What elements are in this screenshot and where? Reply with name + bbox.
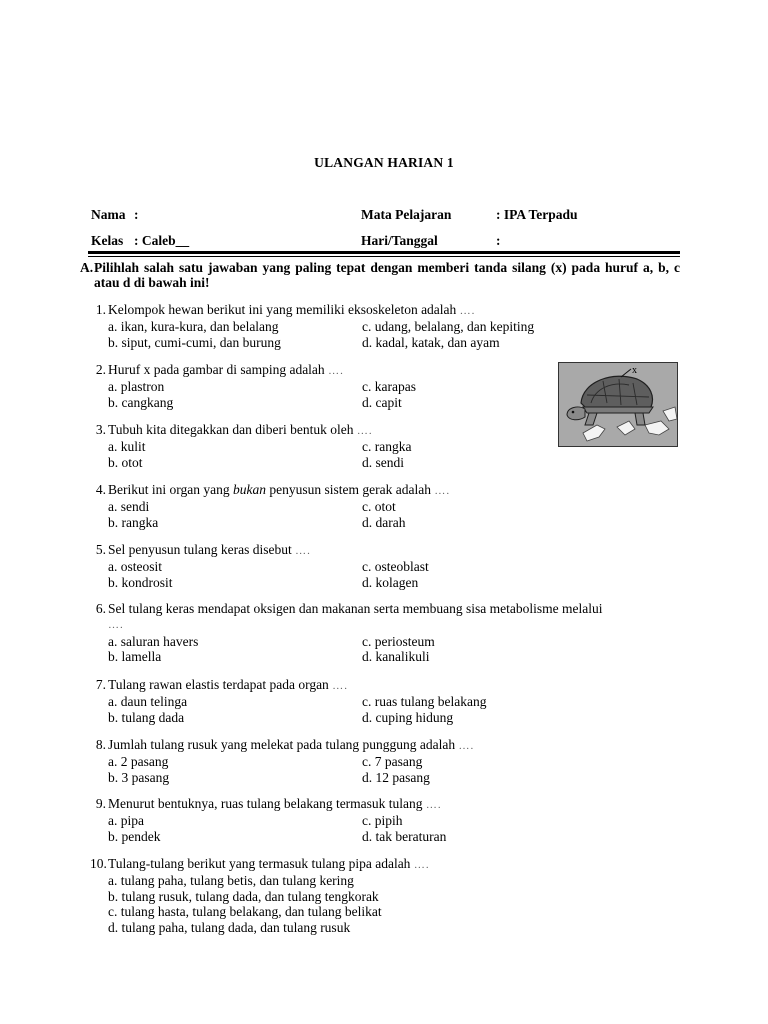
option-b[interactable]: b. siput, cumi-cumi, dan burung	[108, 334, 281, 350]
question-stem: Tubuh kita ditegakkan dan diberi bentuk oleh	[108, 422, 354, 437]
nama-separator: :	[134, 207, 139, 222]
option-b[interactable]: b. kondrosit	[108, 574, 173, 590]
question-stem: Huruf x pada gambar di samping adalah	[108, 362, 325, 377]
option-d[interactable]: d. darah	[362, 514, 406, 530]
question-dots: ….	[425, 799, 442, 811]
question-stem-pre: Berikut ini organ yang	[108, 482, 233, 497]
option-b[interactable]: b. 3 pasang	[108, 769, 170, 785]
question-7	[90, 677, 680, 725]
question-stem: Jumlah tulang rusuk yang melekat pada tulang punggung adalah	[108, 737, 456, 752]
question-number: 3.	[95, 422, 106, 437]
option-a[interactable]: a. 2 pasang	[108, 754, 169, 770]
option-c[interactable]: c. rangka	[362, 439, 412, 455]
nama-label: Nama	[91, 207, 126, 222]
turtle-image	[558, 362, 678, 447]
question-stem: Sel tulang keras mendapat oksigen dan makanan serta membuang sisa metabolisme melalui	[108, 601, 603, 616]
option-b[interactable]: b. rangka	[108, 514, 159, 530]
question-dots: ….	[356, 425, 373, 437]
option-a[interactable]: a. saluran havers	[108, 633, 199, 649]
mapel-value: : IPA Terpadu	[496, 207, 578, 222]
hari-separator: :	[496, 233, 501, 248]
kelas-value: : Caleb__	[134, 233, 190, 248]
option-c[interactable]: c. udang, belalang, dan kepiting	[362, 319, 535, 335]
option-b[interactable]: b. cangkang	[108, 394, 174, 410]
question-stem: Sel penyusun tulang keras disebut	[108, 542, 292, 557]
option-a[interactable]: a. sendi	[108, 499, 150, 515]
option-c[interactable]: c. otot	[362, 499, 396, 515]
option-a[interactable]: a. osteosit	[108, 559, 162, 575]
question-stem-post: penyusun sistem gerak adalah	[265, 482, 431, 497]
mapel-label: Mata Pelajaran	[361, 207, 452, 222]
option-a[interactable]: a. kulit	[108, 439, 146, 455]
instruction-text: Pilihlah salah satu jawaban yang paling tepat dengan memberi tanda silang (x) pada huruf a, b, c atau d di bawah ini!	[94, 260, 680, 290]
question-dots: ….	[459, 305, 476, 317]
option-d[interactable]: d. 12 pasang	[362, 769, 430, 785]
kelas-label: Kelas	[91, 233, 124, 248]
option-d[interactable]: d. tak beraturan	[362, 828, 447, 844]
section-instruction	[80, 260, 680, 290]
option-d[interactable]: d. cuping hidung	[362, 709, 454, 725]
option-d[interactable]: d. capit	[362, 394, 402, 410]
header-divider-thin	[88, 256, 680, 257]
question-number: 2.	[95, 362, 106, 377]
question-dots: ….	[332, 680, 348, 692]
question-stem-emphasis: bukan	[232, 482, 266, 497]
hari-label: Hari/Tanggal	[361, 233, 438, 248]
section-letter: A.	[80, 260, 94, 275]
option-b[interactable]: b. otot	[108, 454, 143, 470]
page-title: ULANGAN HARIAN 1	[314, 155, 454, 170]
question-10	[90, 856, 680, 935]
question-6	[90, 601, 680, 665]
question-dots: ….	[108, 619, 124, 632]
option-d[interactable]: d. tulang paha, tulang dada, dan tulang rusuk	[108, 919, 351, 935]
option-a[interactable]: a. plastron	[108, 379, 165, 395]
option-b[interactable]: b. lamella	[108, 649, 162, 665]
question-dots: ….	[295, 545, 311, 557]
question-number: 4.	[95, 482, 106, 497]
option-c[interactable]: c. osteoblast	[362, 559, 429, 575]
question-stem: Tulang-tulang berikut yang termasuk tulang pipa adalah	[108, 856, 411, 871]
option-c[interactable]: c. tulang hasta, tulang belakang, dan tulang belikat	[108, 904, 382, 920]
question-dots: ….	[434, 485, 451, 497]
question-number: 9.	[95, 796, 106, 811]
question-4	[90, 482, 680, 530]
figure-mark-label: x	[632, 365, 637, 376]
question-stem: Kelompok hewan berikut ini yang memiliki eksoskeleton adalah	[108, 302, 457, 317]
question-dots: ….	[328, 365, 344, 377]
question-9	[90, 796, 680, 844]
turtle-icon	[559, 363, 677, 446]
option-a[interactable]: a. daun telinga	[108, 694, 188, 710]
option-a[interactable]: a. pipa	[108, 813, 144, 829]
question-5	[90, 542, 680, 590]
option-c[interactable]: c. pipih	[362, 813, 403, 829]
option-d[interactable]: d. kolagen	[362, 574, 419, 590]
question-1	[90, 302, 680, 350]
option-d[interactable]: d. sendi	[362, 454, 404, 470]
option-b[interactable]: b. tulang dada	[108, 709, 185, 725]
option-a[interactable]: a. ikan, kura-kura, dan belalang	[108, 319, 279, 335]
option-c[interactable]: c. ruas tulang belakang	[362, 694, 487, 710]
option-c[interactable]: c. 7 pasang	[362, 754, 423, 770]
question-number: 8.	[95, 737, 106, 752]
header-divider-thick	[88, 251, 680, 254]
option-c[interactable]: c. karapas	[362, 379, 416, 395]
question-number: 1.	[95, 302, 106, 317]
question-number: 6.	[95, 601, 106, 616]
question-number: 10.	[90, 856, 107, 871]
question-dots: ….	[458, 740, 475, 752]
question-dots: ….	[413, 859, 430, 871]
option-d[interactable]: d. kadal, katak, dan ayam	[362, 334, 500, 350]
option-a[interactable]: a. tulang paha, tulang betis, dan tulang kering	[108, 873, 354, 889]
question-number: 5.	[95, 542, 106, 557]
option-d[interactable]: d. kanalikuli	[362, 649, 430, 665]
option-b[interactable]: b. pendek	[108, 828, 161, 844]
option-b[interactable]: b. tulang rusuk, tulang dada, dan tulang tengkorak	[108, 888, 379, 904]
question-number: 7.	[95, 677, 106, 692]
option-c[interactable]: c. periosteum	[362, 633, 435, 649]
question-8	[90, 737, 680, 785]
question-stem: Menurut bentuknya, ruas tulang belakang termasuk tulang	[108, 796, 423, 811]
question-stem: Tulang rawan elastis terdapat pada organ	[108, 677, 329, 692]
